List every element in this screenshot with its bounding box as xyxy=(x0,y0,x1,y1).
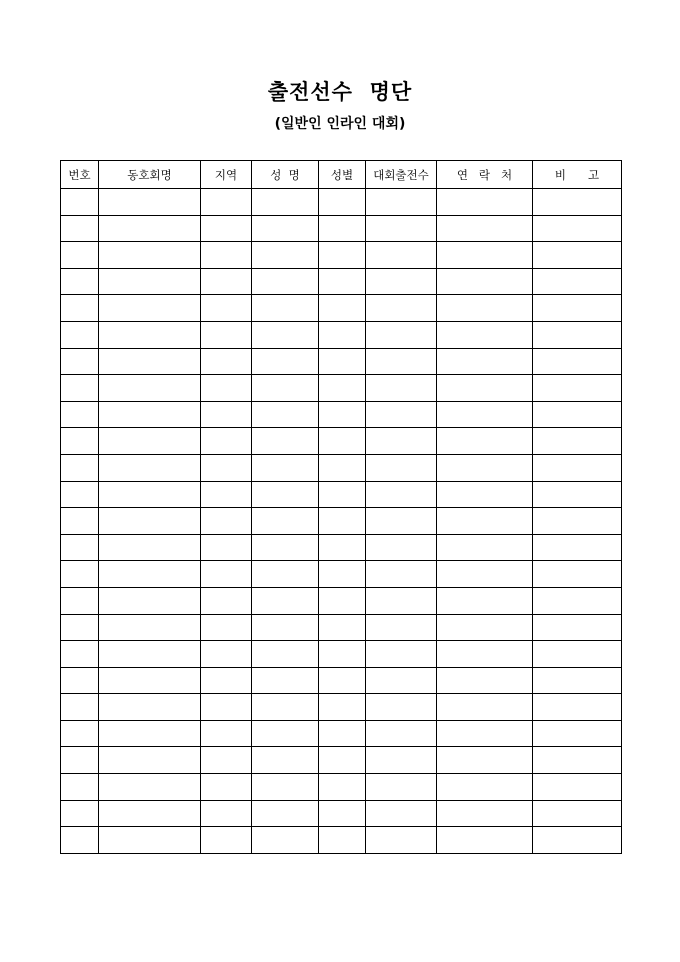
table-row xyxy=(61,508,622,535)
cell-entries[interactable] xyxy=(366,800,437,827)
table-row xyxy=(61,827,622,854)
table-row xyxy=(61,774,622,801)
cell-contact[interactable] xyxy=(437,401,533,428)
cell-club-name[interactable] xyxy=(99,641,201,668)
cell-region[interactable] xyxy=(201,827,252,854)
cell-entries[interactable] xyxy=(366,401,437,428)
cell-region[interactable] xyxy=(201,667,252,694)
cell-gender[interactable] xyxy=(319,348,366,375)
cell-region[interactable] xyxy=(201,481,252,508)
cell-number[interactable] xyxy=(61,348,99,375)
cell-entries[interactable] xyxy=(366,268,437,295)
table-row xyxy=(61,268,622,295)
cell-remarks[interactable] xyxy=(533,747,622,774)
cell-entries[interactable] xyxy=(366,348,437,375)
cell-contact[interactable] xyxy=(437,800,533,827)
cell-name[interactable] xyxy=(252,800,319,827)
cell-name[interactable] xyxy=(252,189,319,216)
cell-number[interactable] xyxy=(61,401,99,428)
table-row xyxy=(61,189,622,216)
cell-remarks[interactable] xyxy=(533,295,622,322)
cell-contact[interactable] xyxy=(437,694,533,721)
cell-gender[interactable] xyxy=(319,561,366,588)
cell-contact[interactable] xyxy=(437,375,533,402)
cell-region[interactable] xyxy=(201,268,252,295)
cell-name[interactable] xyxy=(252,454,319,481)
cell-club-name[interactable] xyxy=(99,774,201,801)
cell-gender[interactable] xyxy=(319,827,366,854)
cell-remarks[interactable] xyxy=(533,268,622,295)
cell-name[interactable] xyxy=(252,587,319,614)
cell-name[interactable] xyxy=(252,401,319,428)
cell-remarks[interactable] xyxy=(533,667,622,694)
cell-entries[interactable] xyxy=(366,587,437,614)
table-row xyxy=(61,667,622,694)
table-row xyxy=(61,242,622,269)
cell-gender[interactable] xyxy=(319,428,366,455)
cell-club-name[interactable] xyxy=(99,667,201,694)
cell-entries[interactable] xyxy=(366,215,437,242)
cell-region[interactable] xyxy=(201,641,252,668)
cell-entries[interactable] xyxy=(366,747,437,774)
cell-gender[interactable] xyxy=(319,454,366,481)
cell-entries[interactable] xyxy=(366,428,437,455)
cell-remarks[interactable] xyxy=(533,428,622,455)
roster-table xyxy=(60,160,622,854)
table-row xyxy=(61,215,622,242)
cell-contact[interactable] xyxy=(437,348,533,375)
cell-gender[interactable] xyxy=(319,321,366,348)
cell-number[interactable] xyxy=(61,268,99,295)
cell-gender[interactable] xyxy=(319,641,366,668)
cell-entries[interactable] xyxy=(366,242,437,269)
table-row xyxy=(61,614,622,641)
cell-remarks[interactable] xyxy=(533,481,622,508)
cell-remarks[interactable] xyxy=(533,774,622,801)
cell-remarks[interactable] xyxy=(533,720,622,747)
cell-name[interactable] xyxy=(252,694,319,721)
cell-club-name[interactable] xyxy=(99,321,201,348)
cell-remarks[interactable] xyxy=(533,189,622,216)
cell-name[interactable] xyxy=(252,215,319,242)
cell-number[interactable] xyxy=(61,508,99,535)
roster-body xyxy=(61,189,622,854)
cell-remarks[interactable] xyxy=(533,641,622,668)
cell-entries[interactable] xyxy=(366,321,437,348)
cell-club-name[interactable] xyxy=(99,534,201,561)
cell-club-name[interactable] xyxy=(99,401,201,428)
cell-number[interactable] xyxy=(61,295,99,322)
cell-contact[interactable] xyxy=(437,641,533,668)
cell-number[interactable] xyxy=(61,587,99,614)
cell-region[interactable] xyxy=(201,747,252,774)
cell-entries[interactable] xyxy=(366,774,437,801)
cell-club-name[interactable] xyxy=(99,720,201,747)
page-subtitle: (일반인 인라인 대회) xyxy=(274,116,406,132)
cell-entries[interactable] xyxy=(366,295,437,322)
cell-name[interactable] xyxy=(252,428,319,455)
cell-name[interactable] xyxy=(252,268,319,295)
cell-club-name[interactable] xyxy=(99,348,201,375)
header-gender: 성별 xyxy=(319,161,366,189)
cell-gender[interactable] xyxy=(319,720,366,747)
cell-entries[interactable] xyxy=(366,667,437,694)
cell-region[interactable] xyxy=(201,428,252,455)
cell-number[interactable] xyxy=(61,428,99,455)
cell-name[interactable] xyxy=(252,295,319,322)
table-header-row xyxy=(61,161,622,189)
cell-gender[interactable] xyxy=(319,614,366,641)
cell-entries[interactable] xyxy=(366,827,437,854)
cell-contact[interactable] xyxy=(437,614,533,641)
cell-contact[interactable] xyxy=(437,827,533,854)
cell-region[interactable] xyxy=(201,295,252,322)
cell-entries[interactable] xyxy=(366,534,437,561)
table-row xyxy=(61,720,622,747)
cell-gender[interactable] xyxy=(319,189,366,216)
cell-club-name[interactable] xyxy=(99,508,201,535)
cell-remarks[interactable] xyxy=(533,321,622,348)
cell-region[interactable] xyxy=(201,720,252,747)
cell-club-name[interactable] xyxy=(99,587,201,614)
cell-entries[interactable] xyxy=(366,481,437,508)
cell-gender[interactable] xyxy=(319,375,366,402)
cell-gender[interactable] xyxy=(319,774,366,801)
cell-remarks[interactable] xyxy=(533,375,622,402)
cell-gender[interactable] xyxy=(319,508,366,535)
cell-name[interactable] xyxy=(252,641,319,668)
header-region: 지역 xyxy=(201,161,252,189)
cell-name[interactable] xyxy=(252,481,319,508)
cell-remarks[interactable] xyxy=(533,348,622,375)
cell-club-name[interactable] xyxy=(99,827,201,854)
cell-gender[interactable] xyxy=(319,215,366,242)
cell-contact[interactable] xyxy=(437,774,533,801)
cell-name[interactable] xyxy=(252,667,319,694)
cell-entries[interactable] xyxy=(366,189,437,216)
cell-contact[interactable] xyxy=(437,295,533,322)
cell-region[interactable] xyxy=(201,774,252,801)
cell-number[interactable] xyxy=(61,534,99,561)
cell-contact[interactable] xyxy=(437,720,533,747)
cell-number[interactable] xyxy=(61,774,99,801)
cell-region[interactable] xyxy=(201,561,252,588)
cell-name[interactable] xyxy=(252,827,319,854)
cell-number[interactable] xyxy=(61,667,99,694)
table-row xyxy=(61,454,622,481)
header-club-name: 동호회명 xyxy=(99,161,201,189)
cell-number[interactable] xyxy=(61,561,99,588)
cell-club-name[interactable] xyxy=(99,428,201,455)
cell-entries[interactable] xyxy=(366,641,437,668)
cell-region[interactable] xyxy=(201,375,252,402)
cell-remarks[interactable] xyxy=(533,614,622,641)
cell-club-name[interactable] xyxy=(99,694,201,721)
cell-contact[interactable] xyxy=(437,667,533,694)
cell-contact[interactable] xyxy=(437,747,533,774)
cell-remarks[interactable] xyxy=(533,215,622,242)
cell-remarks[interactable] xyxy=(533,401,622,428)
cell-contact[interactable] xyxy=(437,534,533,561)
cell-name[interactable] xyxy=(252,774,319,801)
cell-gender[interactable] xyxy=(319,295,366,322)
table-row xyxy=(61,428,622,455)
cell-region[interactable] xyxy=(201,321,252,348)
cell-contact[interactable] xyxy=(437,321,533,348)
cell-region[interactable] xyxy=(201,694,252,721)
cell-club-name[interactable] xyxy=(99,215,201,242)
cell-region[interactable] xyxy=(201,587,252,614)
cell-number[interactable] xyxy=(61,694,99,721)
table-row xyxy=(61,641,622,668)
table-row xyxy=(61,481,622,508)
cell-remarks[interactable] xyxy=(533,508,622,535)
cell-gender[interactable] xyxy=(319,800,366,827)
table-row xyxy=(61,561,622,588)
cell-remarks[interactable] xyxy=(533,694,622,721)
cell-remarks[interactable] xyxy=(533,242,622,269)
cell-remarks[interactable] xyxy=(533,800,622,827)
cell-number[interactable] xyxy=(61,614,99,641)
cell-name[interactable] xyxy=(252,242,319,269)
cell-name[interactable] xyxy=(252,348,319,375)
cell-club-name[interactable] xyxy=(99,614,201,641)
cell-gender[interactable] xyxy=(319,747,366,774)
cell-region[interactable] xyxy=(201,614,252,641)
table-row xyxy=(61,375,622,402)
cell-gender[interactable] xyxy=(319,587,366,614)
cell-region[interactable] xyxy=(201,189,252,216)
cell-club-name[interactable] xyxy=(99,481,201,508)
cell-contact[interactable] xyxy=(437,508,533,535)
cell-club-name[interactable] xyxy=(99,800,201,827)
cell-entries[interactable] xyxy=(366,508,437,535)
cell-number[interactable] xyxy=(61,189,99,216)
cell-number[interactable] xyxy=(61,481,99,508)
cell-number[interactable] xyxy=(61,242,99,269)
cell-remarks[interactable] xyxy=(533,587,622,614)
cell-club-name[interactable] xyxy=(99,189,201,216)
cell-number[interactable] xyxy=(61,321,99,348)
cell-entries[interactable] xyxy=(366,694,437,721)
cell-number[interactable] xyxy=(61,827,99,854)
cell-number[interactable] xyxy=(61,215,99,242)
table-row xyxy=(61,534,622,561)
header-remarks: 비 고 xyxy=(533,161,622,189)
cell-region[interactable] xyxy=(201,215,252,242)
cell-gender[interactable] xyxy=(319,534,366,561)
cell-contact[interactable] xyxy=(437,242,533,269)
cell-number[interactable] xyxy=(61,641,99,668)
cell-name[interactable] xyxy=(252,375,319,402)
cell-name[interactable] xyxy=(252,747,319,774)
cell-number[interactable] xyxy=(61,720,99,747)
cell-club-name[interactable] xyxy=(99,454,201,481)
cell-club-name[interactable] xyxy=(99,561,201,588)
cell-number[interactable] xyxy=(61,747,99,774)
cell-club-name[interactable] xyxy=(99,747,201,774)
cell-contact[interactable] xyxy=(437,561,533,588)
cell-contact[interactable] xyxy=(437,587,533,614)
cell-region[interactable] xyxy=(201,454,252,481)
cell-contact[interactable] xyxy=(437,215,533,242)
cell-remarks[interactable] xyxy=(533,827,622,854)
cell-gender[interactable] xyxy=(319,481,366,508)
table-row xyxy=(61,321,622,348)
cell-club-name[interactable] xyxy=(99,268,201,295)
cell-name[interactable] xyxy=(252,720,319,747)
cell-entries[interactable] xyxy=(366,720,437,747)
cell-region[interactable] xyxy=(201,401,252,428)
cell-name[interactable] xyxy=(252,614,319,641)
cell-name[interactable] xyxy=(252,534,319,561)
table-row xyxy=(61,401,622,428)
cell-region[interactable] xyxy=(201,242,252,269)
cell-gender[interactable] xyxy=(319,268,366,295)
page-title: 출전선수 명단 xyxy=(267,79,413,104)
cell-club-name[interactable] xyxy=(99,375,201,402)
header-contact: 연 락 처 xyxy=(437,161,533,189)
cell-gender[interactable] xyxy=(319,401,366,428)
header-entries: 대회출전수 xyxy=(366,161,437,189)
table-row xyxy=(61,587,622,614)
cell-gender[interactable] xyxy=(319,694,366,721)
cell-remarks[interactable] xyxy=(533,534,622,561)
cell-contact[interactable] xyxy=(437,268,533,295)
cell-entries[interactable] xyxy=(366,561,437,588)
cell-region[interactable] xyxy=(201,348,252,375)
cell-number[interactable] xyxy=(61,800,99,827)
cell-region[interactable] xyxy=(201,800,252,827)
cell-club-name[interactable] xyxy=(99,295,201,322)
cell-name[interactable] xyxy=(252,321,319,348)
cell-region[interactable] xyxy=(201,534,252,561)
cell-contact[interactable] xyxy=(437,481,533,508)
cell-remarks[interactable] xyxy=(533,561,622,588)
cell-entries[interactable] xyxy=(366,454,437,481)
header-name: 성 명 xyxy=(252,161,319,189)
cell-gender[interactable] xyxy=(319,667,366,694)
cell-remarks[interactable] xyxy=(533,454,622,481)
cell-contact[interactable] xyxy=(437,189,533,216)
cell-name[interactable] xyxy=(252,508,319,535)
cell-region[interactable] xyxy=(201,508,252,535)
cell-contact[interactable] xyxy=(437,428,533,455)
table-row xyxy=(61,800,622,827)
table-row xyxy=(61,747,622,774)
header-number: 번호 xyxy=(61,161,99,189)
cell-number[interactable] xyxy=(61,454,99,481)
cell-contact[interactable] xyxy=(437,454,533,481)
cell-club-name[interactable] xyxy=(99,242,201,269)
cell-number[interactable] xyxy=(61,375,99,402)
cell-entries[interactable] xyxy=(366,614,437,641)
cell-gender[interactable] xyxy=(319,242,366,269)
table-row xyxy=(61,694,622,721)
cell-name[interactable] xyxy=(252,561,319,588)
table-row xyxy=(61,348,622,375)
cell-entries[interactable] xyxy=(366,375,437,402)
table-row xyxy=(61,295,622,322)
